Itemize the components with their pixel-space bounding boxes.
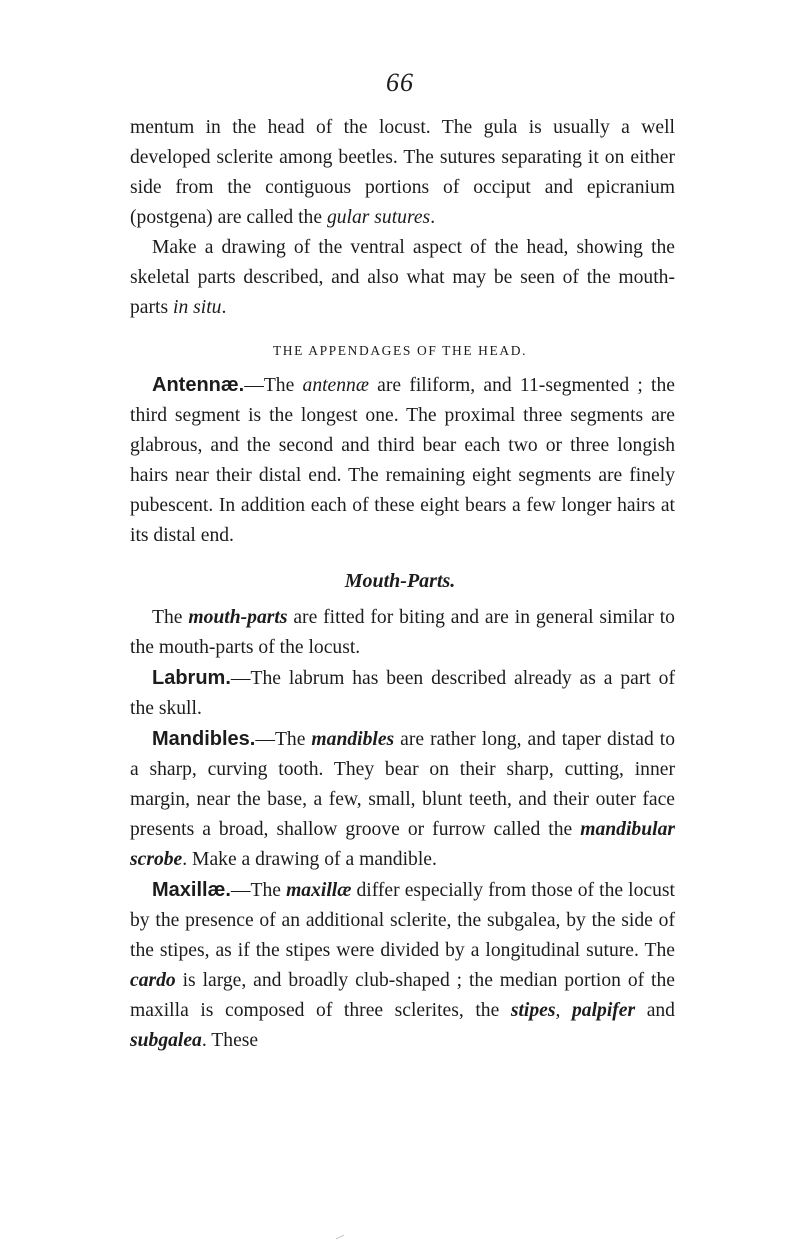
term-palpifer: palpifer — [571, 1000, 636, 1021]
paragraph-antennae: Antennæ.—The antennæ are filiform, and 11-segmented ; the third segment is the longest one. The proximal three segments are glabrous, and the second and third bear each two or three longish hairs near their distal end. The remaining eight segments are finely pubescent. In addition each of these eight bears a few longer hairs at its distal end. — [130, 374, 675, 546]
term-cardo: cardo — [130, 970, 176, 991]
lead-antennae: Antennæ. — [152, 374, 245, 396]
paragraph-gula: mentum in the head of the locust. The gula is usually a well developed sclerite among beetles. The sutures separating it on either side from the contiguous portions of occiput and epicranium (postgena) are called the gular sutures. — [130, 117, 675, 228]
term-stipes: stipes — [510, 1000, 556, 1021]
intro-paragraphs — [130, 113, 675, 323]
paragraph-labrum: Labrum.—The labrum has been described already as a part of the skull. — [130, 667, 675, 719]
term-in-situ: in situ — [173, 297, 222, 318]
term-mouth-parts: mouth-parts — [188, 607, 288, 628]
term-mandibles: mandibles — [311, 729, 395, 750]
page-number: 66 — [386, 68, 414, 97]
term-maxillae: maxillæ — [286, 880, 352, 901]
subheading-mouth-parts: Mouth-Parts. — [344, 570, 456, 592]
paragraph-drawing-instruction: Make a drawing of the ventral aspect of the head, showing the skeletal parts described, and also what may be seen of the mouth-parts in situ. — [130, 237, 675, 318]
section-heading-appendages: THE APPENDAGES OF THE HEAD. — [272, 343, 528, 358]
paragraph-maxillae: Maxillæ.—The maxillæ differ especially from those of the locust by the presence of an additional sclerite, the subgalea, by the side of the stipes, as if the stipes were divided by a longitudinal suture. The cardo is large, and broadly club-shaped ; the median portion of the maxilla is composed of three sclerites, the stipes, palpifer and subgalea. These — [130, 879, 675, 1051]
term-gular-sutures: gular sutures — [326, 207, 431, 228]
print-mark — [335, 1234, 345, 1240]
paragraph-mouth-parts: The mouth-parts are fitted for biting and are in general similar to the mouth-parts of the locust. — [130, 607, 675, 658]
term-subgalea: subgalea — [130, 1030, 202, 1051]
term-antennae: antennæ — [302, 375, 369, 396]
term-mandibular-scrobe: mandibular scrobe — [130, 819, 675, 870]
lead-labrum: Labrum. — [152, 667, 231, 689]
mouth-parts-section — [130, 603, 675, 1056]
antennae-section — [130, 370, 675, 551]
lead-mandibles: Mandibles. — [152, 728, 256, 750]
paragraph-mandibles: Mandibles.—The mandibles are rather long, and taper distad to a sharp, curving tooth. They bear on their sharp, cutting, inner margin, near the base, a few, small, blunt teeth, and their outer face presents a broad, shallow groove or furrow called the mandibular scrobe. Make a drawing of a mandible. — [130, 728, 675, 870]
lead-maxillae: Maxillæ. — [152, 879, 231, 901]
